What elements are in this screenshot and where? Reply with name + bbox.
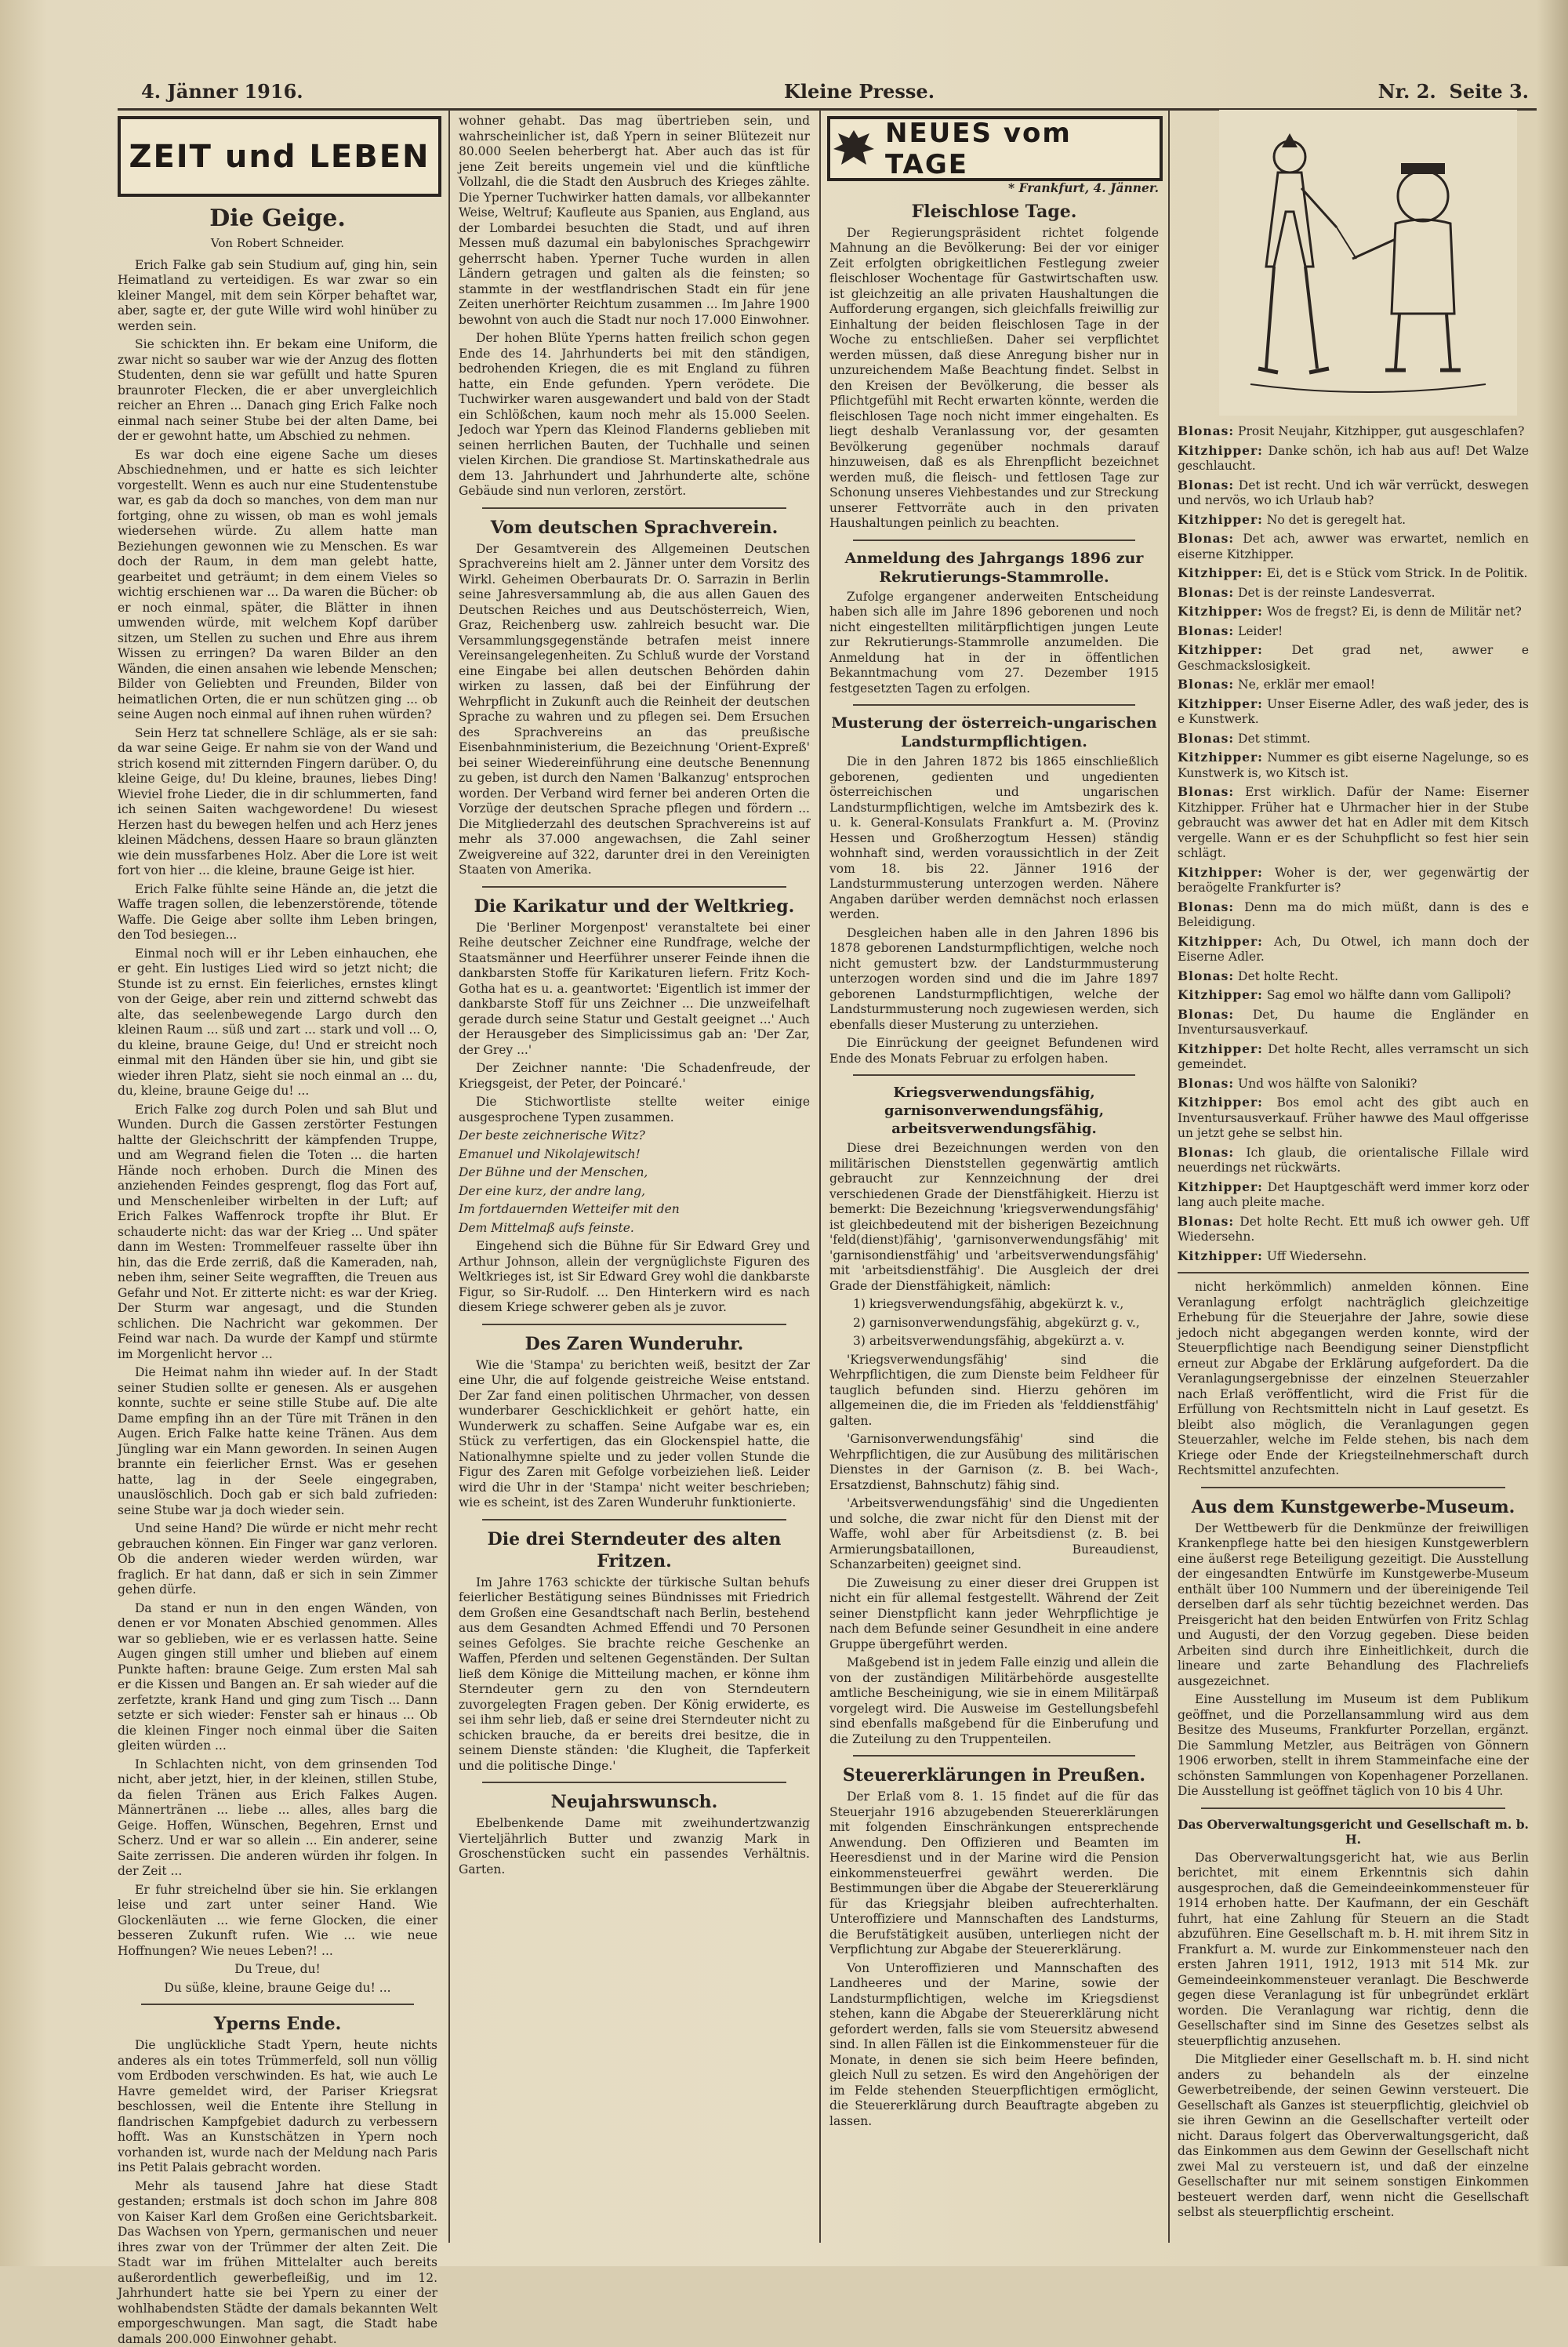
dialog-text: Denn ma do mich müßt, dann is des e Beleidigung. bbox=[1178, 900, 1529, 930]
verse-line: Der eine kurz, der andre lang, bbox=[459, 1184, 810, 1200]
separator bbox=[1201, 1807, 1505, 1809]
dialog-speaker: Blonas: bbox=[1178, 968, 1234, 983]
dialog-text: Det ach, awwer was erwartet, nemlich en eiserne Kitzhipper. bbox=[1178, 532, 1529, 561]
dialog-text: Uff Wiedersehn. bbox=[1267, 1249, 1367, 1263]
dialog-line bbox=[1178, 565, 1529, 582]
dialog-speaker: Kitzhipper: bbox=[1178, 865, 1263, 880]
paragraph: Die Zuweisung zu einer dieser drei Gruppen ist nicht ein für allemal festgestellt. Während der Zeit seiner Dienstpflicht kann jeder Wehrpflichtige je nach dem Befunde seiner Gesundheit in eine andere Gruppe übergeführt werden. bbox=[829, 1576, 1159, 1653]
page-header bbox=[118, 75, 1529, 107]
paragraph: nicht herkömmlich) anmelden können. Eine Veranlagung erfolgt nachträglich gleichzeitige Erhebung für die Steuerjahre der Jahre, sowie diese jedoch nicht abgegangen werden konnte, wird der Steuerpflichtige nach Beendigung seiner Dienstpflicht erneut zur Abgabe der Erklärung aufgefordert. Da die Veranlagungsergebnisse der einzelnen Steuerzahler nach Erlaß veröffentlicht, wird die Frist für die Erfüllung von Rechtsmitteln nicht in Lauf gesetzt. Es bleibt also möglich, die Veranlagungen gegen Steuerzahler, welche im Felde stehen, bis nach dem Kriege oder Ende der Kriegsteilnehmerschaft durch Rechtsmittel anzufechten. bbox=[1178, 1280, 1529, 1479]
column-rule-3 bbox=[1168, 110, 1170, 2243]
dialog-line bbox=[1178, 1041, 1529, 1073]
separator bbox=[482, 507, 786, 509]
paragraph: Eine Ausstellung im Museum ist dem Publikum geöffnet, und die Porzellansammlung wird aus dem Besitze des Museums, Frankfurter Porzellan, ergänzt. Die Sammlung Metzler, aus Beiträgen von Gönnern 1906 erworben, stellt in ihrem Stammeinfache eine der schönsten Sammlungen von Kopenhagener Porzellanen. Die Ausstellung ist geöffnet täglich von 10 bis 4 Uhr. bbox=[1178, 1692, 1529, 1800]
article-title-neujahrswunsch: Neujahrswunsch. bbox=[459, 1791, 810, 1813]
separator bbox=[853, 704, 1135, 706]
separator bbox=[482, 886, 786, 888]
list-item: 2) garnisonverwendungsfähig, abgekürzt g. v., bbox=[829, 1316, 1159, 1332]
dialog-line bbox=[1178, 1145, 1529, 1176]
dialog-speaker: Blonas: bbox=[1178, 423, 1234, 438]
dialog-speaker: Kitzhipper: bbox=[1178, 1095, 1263, 1110]
paragraph: Einmal noch will er ihr Leben einhauchen, ehe er geht. Ein lustiges Lied wird so jetzt nicht; die Stunde ist zu ernst. Ein feierliches, ernstes klingt von der Geige, aber rein und zitternd schwebt das alte, das seelenbewegende Largo durch den kleinen Raum ... süß und zart ... stark und voll ... O, du kleine, braune Geige, du! Und er streicht noch einmal mit den Händen über sie hin, und gibt sie wieder ihren Platz, sieht sie noch einmal an ... du, du, kleine, braune Geige du! ... bbox=[118, 946, 437, 1099]
article-title-yperns: Yperns Ende. bbox=[118, 2013, 437, 2035]
masthead-left-text: ZEIT und LEBEN bbox=[129, 139, 430, 175]
dialog-speaker: Blonas: bbox=[1178, 531, 1234, 546]
paragraph: Erich Falke zog durch Polen und sah Blut und Wunden. Durch die Gassen zerstörter Festungen haltte der Gleichschritt der kämpfenden Truppe, und am Wegrand fielen die Toten ... die harten Hände noch erhoben. Durch die Minen des anziehenden Feindes gesprengt, flog das Fort auf, und Menschenleiber wirbelten in der Luft; auf Erich Falkes Waffenrock tropfte ihr Blut. Er schauderte nicht: das war der Krieg ... Und später dann im Westen: Trommelfeuer rasselte über ihn hin, das die Erde zerriß, daß die Kameraden, nah, neben ihm, seiner Seite wegrafften, die Treuen aus Gefahr und Not. Er zitterte nicht: es war der Krieg. Der Sturm war angesagt, und die Stunden schlichen. Die Nachricht war gekommen. Der Feind war nach. Da wurde der Kampf und stürmte im Morgenlicht hervor ... bbox=[118, 1103, 437, 1363]
paragraph: Diese drei Bezeichnungen werden von den militärischen Dienststellen gegenwärtig amtlich gebraucht zur Kennzeichnung der drei verschiedenen Grade der Dienstfähigkeit. Hierzu ist bemerkt: Die Bezeichnung 'kriegsverwendungsfähig' ist gleichbedeutend mit der bisherigen Bezeichnung 'feld(dienst)fähig', 'garnisonverwendungsfähig' mit 'garnisondienstfähig' und 'arbeitsverwendungsfähig' mit 'arbeitsdienstfähig'. Die Ausgleich der drei Grade der Dienstfähigkeit, nämlich: bbox=[829, 1141, 1159, 1294]
verse-line: Dem Mittelmaß aufs feinste. bbox=[459, 1221, 810, 1237]
page-label: Seite 3. bbox=[1450, 80, 1529, 103]
article-title-jahrgang: Anmeldung des Jahrgangs 1896 zur Rekrutierungs-Stammrolle. bbox=[829, 549, 1159, 587]
dialog-speaker: Blonas: bbox=[1178, 1214, 1234, 1229]
dialog-line bbox=[1178, 585, 1529, 601]
dialog-text: Nummer es gibt eiserne Nagelunge, so es Kunstwerk is, wo Kitsch ist. bbox=[1178, 750, 1529, 780]
column-rule-1 bbox=[448, 110, 450, 2243]
separator bbox=[1201, 1487, 1505, 1488]
paragraph: Du süße, kleine, braune Geige du! ... bbox=[118, 1981, 437, 1996]
article-title-kunstgewerbe: Aus dem Kunstgewerbe-Museum. bbox=[1178, 1496, 1529, 1518]
dialog-line bbox=[1178, 784, 1529, 862]
dialog-speaker: Kitzhipper: bbox=[1178, 1041, 1263, 1056]
dialog-text: Det holte Recht. Ett muß ich owwer geh. Uff Wiedersehn. bbox=[1178, 1215, 1529, 1244]
paragraph: Das Oberverwaltungsgericht hat, wie aus Berlin berichtet, mit einem Erkenntnis sich dahin ausgesprochen, daß die Gemeindeeinkommensteuer für 1914 erhoben hatte. Der Kaufmann, der ein Geschäft fuhrt, hat eine Zahlung für Steuern an die Stadt abzuführen. Eine Gesellschaft m. b. H. mit ihrem Sitz in Frankfurt a. M. wurde zur Einkommensteuer nach den ersten Jahren 1911, 1912, 1913 mit 514 Mk. zur Gemeindeeinkommensteuer veranlagt. Die Beschwerde gegen diese Veranlagung ist für unbegründet erklärt worden. Die Veranlagung war richtig, denn die Gesellschafter sind im Sinne des Gesetzes selbst als steuerpflichtig anzusehen. bbox=[1178, 1851, 1529, 2050]
dialog-speaker: Kitzhipper: bbox=[1178, 512, 1263, 527]
separator bbox=[482, 1519, 786, 1520]
paragraph: Die Stichwortliste stellte weiter einige ausgesprochene Typen zusammen. bbox=[459, 1095, 810, 1125]
dialog-text: Wos de fregst? Ei, is denn de Militär net? bbox=[1267, 605, 1522, 619]
paragraph: Er fuhr streichelnd über sie hin. Sie erklangen leise und zart unter seiner Hand. Wie Glockenläuten ... wie ferne Glocken, die einer besseren Zukunft rufen. Wie ... wie neue Hoffnungen? Wie neues Leben?! ... bbox=[118, 1883, 437, 1960]
paragraph: 'Arbeitsverwendungsfähig' sind die Ungedienten und solche, die zwar nicht für den Dienst mit der Waffe, wohl aber für Arbeitsdienst (z. B. bei Armierungsbataillonen, Bureaudienst, Schanzarbeiten) geeignet sind. bbox=[829, 1496, 1159, 1573]
paragraph: Du Treue, du! bbox=[118, 1962, 437, 1978]
list-item: 1) kriegsverwendungsfähig, abgekürzt k. v., bbox=[829, 1297, 1159, 1313]
dialog-text: Det stimmt. bbox=[1238, 732, 1310, 746]
paper-name: Kleine Presse. bbox=[784, 80, 935, 103]
dialog-speaker: Blonas: bbox=[1178, 623, 1234, 638]
paragraph: Mehr als tausend Jahre hat diese Stadt gestanden; erstmals ist doch schon im Jahre 808 von Kaiser Karl dem Großen eine Gerichtsbarkeit. Das Wachsen von Ypern, germanischen und neuer ihres zwar von der Trümmer der alten Zeit. Die Stadt war im frühen Mittelalter auch bereits außerordentlich gewerbefleißig, und im 12. Jahrhundert hatte sie bei Ypern zu einer der wohlhabendsten Städte der damals bekannten Welt emporgeschwungen. Man sagt, die Stadt habe damals 200.000 Einwohner gehabt. bbox=[118, 2179, 437, 2347]
article-byline-geige: Von Robert Schneider. bbox=[118, 236, 437, 252]
paragraph: Der hohen Blüte Yperns hatten freilich schon gegen Ende des 14. Jahrhunderts bei mit den ständigen, bedrohenden Kriegen, die es mit England zu führen hatte, ein Ende gefunden. Ypern verödete. Die Tuchwirker waren ausgewandert und bald von der Stadt ein Schlößchen, kaum noch mehr als 15.000 Seelen. Jedoch war Ypern das Kleinod Flanderns geblieben mit seinen herrlichen Bauten, der Tuchhalle und seinen vielen Kirchen. Die grandiose St. Martinskathedrale aus dem 13. Jahrhundert und Jahrhunderte alte, schöne Gebäude sind nun verloren, zerstört. bbox=[459, 331, 810, 500]
dialog-speaker: Kitzhipper: bbox=[1178, 642, 1263, 657]
dialog-line bbox=[1178, 1179, 1529, 1211]
masthead-neues-vom-tage bbox=[827, 116, 1163, 181]
dialog-speaker: Blonas: bbox=[1178, 677, 1234, 692]
dialog-speaker: Kitzhipper: bbox=[1178, 1248, 1263, 1263]
paragraph: Der Regierungspräsident richtet folgende Mahnung an die Bevölkerung: Bei der vor einiger Zeit erfolgten obrigkeitlichen Festlegung zweier fleischloser Wochentage für Gastwirtschaften usw. ist gleichzeitig an alle privaten Haushaltungen die Aufforderung ergangen, sich gleichfalls freiwillig zur Einhaltung der beiden fleischlosen Tage in der Woche zu entschließen. Daher sei verpflichtet werden müssen, daß diese Anregung bisher nur in unzureichendem Maße Beachtung findet. Selbst in den Kreisen der Bevölkerung, die besser als Pflichtgefühl mit Recht erwarten könnte, werden die fleischlosen Tage noch nicht immer eingehalten. Es liegt deshalb Veranlassung vor, der gesamten Bevölkerung gegenüber nochmals darauf hinzuweisen, daß es als Ehrenpflicht bezeichnet werden muß, die fleisch- und fettlosen Tage zur Schonung unseres Viehbestandes und zur Streckung unserer Fettvorräte auch in den privaten Haushaltungen peinlich zu beachten. bbox=[829, 226, 1159, 532]
article-title-wunderuhr: Des Zaren Wunderuhr. bbox=[459, 1333, 810, 1355]
dialog-speaker: Blonas: bbox=[1178, 1076, 1234, 1091]
paragraph: Die unglückliche Stadt Ypern, heute nichts anderes als ein totes Trümmerfeld, soll nun völlig vom Erdboden verschwinden. Es hat, wie auch Le Havre gemeldet wird, der Pariser Kriegsrat beschlossen, weil die Entente ihre Stellung in flandrischen Kampfgebiet dadurch zu verbessern hofft. Was an Kunstschätzen in Ypern noch vorhanden ist, wurde nach der Meldung nach Paris ins Petit Palais gebracht worden. bbox=[118, 2038, 437, 2176]
dialog-text: Det Hauptgeschäft werd immer korz oder lang auch pleite mache. bbox=[1178, 1180, 1529, 1210]
dialog-line bbox=[1178, 750, 1529, 781]
dialog-speaker: Kitzhipper: bbox=[1178, 987, 1263, 1002]
verse-line: Der beste zeichnerische Witz? bbox=[459, 1128, 810, 1144]
paragraph: Die in den Jahren 1872 bis 1865 einschließlich geborenen, gedienten und ungedienten österreichischen und ungarischen Landsturmpflichtigen, welche im Amtsbezirk des k. u. k. General-Konsulats Frankfurt a. M. (Provinz Hessen und Großherzogtum Hessen) ständig wohnhaft sind, werden voraussichtlich in der Zeit vom 18. bis 22. Jänner 1916 der Landsturmmusterung unterzogen werden. Nähere Angaben darüber werden demnächst noch erlassen werden. bbox=[829, 754, 1159, 923]
column-rule-2 bbox=[819, 110, 821, 2243]
dialog-line bbox=[1178, 443, 1529, 474]
dialog-text: Und wos hälfte von Saloniki? bbox=[1238, 1077, 1417, 1091]
eagle-icon bbox=[830, 125, 877, 173]
dialog-line bbox=[1178, 642, 1529, 674]
dialog-speaker: Kitzhipper: bbox=[1178, 750, 1263, 765]
dialog-text: Ei, det is e Stück vom Strick. In de Politik. bbox=[1267, 566, 1528, 580]
paragraph: Sie schickten ihn. Er bekam eine Uniform, die zwar nicht so sauber war wie der Anzug des flotten Studenten, denn sie war gefüllt und hatte Spuren braunroter Flecken, die er aber unvergleichlich reicher an Ehren ... Danach ging Erich Falke noch einmal nach seiner Stube bei der alten Dame, bei der er gewohnt hatte, um Abschied zu nehmen. bbox=[118, 337, 437, 445]
dialog-speaker: Kitzhipper: bbox=[1178, 565, 1263, 580]
dialog-line bbox=[1178, 1076, 1529, 1092]
masthead-zeit-und-leben bbox=[118, 116, 441, 197]
paragraph: 'Kriegsverwendungsfähig' sind die Wehrpflichtigen, die zum Dienste beim Feldheer für tauglich befunden sind. Hierzu gehören im allgemeinen die, die im Frieden als 'felddienstfähig' galten. bbox=[829, 1353, 1159, 1430]
column-4 bbox=[1178, 423, 1529, 2247]
separator bbox=[141, 2004, 414, 2005]
verse-line: Der Bühne und der Menschen, bbox=[459, 1165, 810, 1181]
article-title-steuererklaerungen: Steuererklärungen in Preußen. bbox=[829, 1764, 1159, 1786]
paragraph: Ebelbenkende Dame mit zweihundertzwanzig Vierteljährlich Butter und zwanzig Mark in Groschenstücken sucht ein passendes Verhältnis. Garten. bbox=[459, 1816, 810, 1877]
dialog-line bbox=[1178, 677, 1529, 693]
dialog-speaker: Blonas: bbox=[1178, 784, 1234, 799]
paragraph: 'Garnisonverwendungsfähig' sind die Wehrpflichtigen, die zur Ausübung des militärischen Dienstes in der Garnison (z. B. bei Wach-, Ersatzdienst, Bahnschutz) fähig sind. bbox=[829, 1432, 1159, 1493]
dialog-speaker: Blonas: bbox=[1178, 1007, 1234, 1022]
article-title-musterung: Musterung der österreich-ungarischen Landsturmpflichtigen. bbox=[829, 714, 1159, 751]
paragraph: Der Gesamtverein des Allgemeinen Deutschen Sprachvereins hielt am 2. Jänner unter dem Vorsitz des Wirkl. Geheimen Oberbaurats Dr. O. Sarrazin in Berlin seine Jahresversammlung ab, die aus allen Gauen des Deutschen Reiches und aus Deutschösterreich, Wien, Graz, Reichenberg usw. zahlreich besucht war. Die Versammlungsgegenstände betrafen meist innere Vereinsangelegenheiten. Zu Schluß wurde der Vorstand eine Eingabe bei allen deutschen Behörden dahin wirken zu lassen, daß bei der Einführung der Wehrpflicht in Zukunft auch die Reinheit der deutschen Sprache zu wahren und zu pflegen sei. Dem Ersuchen des Sprachvereins an das preußische Eisenbahnministerium, die Bezeichnung 'Orient-Expreß' bei seiner Wiedereinführung eine deutsche Benennung zu geben, ist durch den Namen 'Balkanzug' entsprochen worden. Der Verband wird ferner bei anderen Orten die Vorzüge der deutschen Sprache pflegen und fördern ... Die Mitgliederzahl des deutschen Sprachvereins ist auf mehr als 37.000 angewachsen, die Zahl seiner Zweigvereine auf 322, darunter drei in den Vereinigten Staaten von Amerika. bbox=[459, 542, 810, 878]
article-title-sprachverein: Vom deutschen Sprachverein. bbox=[459, 517, 810, 539]
paragraph: Erich Falke gab sein Studium auf, ging hin, sein Heimatland zu verteidigen. Es war zwar so ein kleiner Mangel, mit dem sein Körper behaftet war, aber, sagte er, der gute Wille wird wohl hinüber zu werden sein. bbox=[118, 258, 437, 335]
paragraph: Der Erlaß vom 8. 1. 15 findet auf die für das Steuerjahr 1916 abzugebenden Steuererklärungen mit folgenden Einschränkungen entsprechende Anwendung. Den Offizieren und Beamten im Heeresdienst und in der Marine wird die Pension einkommensteuerfrei gewährt werden. Die Bestimmungen über die Abgabe der Steuererklärung für das Kriegsjahr bleiben aufrechterhalten. Unteroffiziere und Mannschaften des Landsturms, die Berufstätigkeit ausüben, unterliegen nicht der Verpflichtung zur Abgabe der Steuererklärung. bbox=[829, 1789, 1159, 1958]
dialog-speaker: Blonas: bbox=[1178, 478, 1234, 492]
dialog-line bbox=[1178, 478, 1529, 509]
dialog-speaker: Kitzhipper: bbox=[1178, 934, 1263, 949]
subheading: Das Oberverwaltungsgericht und Gesellschaft m. b. H. bbox=[1178, 1817, 1529, 1847]
paragraph: Im Jahre 1763 schickte der türkische Sultan behufs feierlicher Bestätigung seines Bündnisses mit Friedrich dem Großen eine Gesandtschaft nach Berlin, bestehend aus dem Gesandten Achmed Effendi und 70 Personen seines Gefolges. Sie brachte reiche Geschenke an Waffen, Pferden und seltenen Gegenständen. Der Sultan ließ dem Könige die Mitteilung machen, er könne ihm Sterndeuter gern zu den von Sterndeutern zuvorgelegten Fragen geben. Der König erwiderte, es sei ihm sehr lieb, daß er seine drei Sterndeuter nicht zu schicken brauche, da er bereits drei besitze, die in seinem Dienste ständen: 'die Klugheit, die Tapferkeit und die politische Dinge.' bbox=[459, 1575, 810, 1775]
dialog-text: Ach, Du Otwel, ich mann doch der Eiserne Adler. bbox=[1178, 935, 1529, 965]
dialog-text: Det grad net, awwer e Geschmackslosigkeit. bbox=[1178, 643, 1529, 673]
issue-number bbox=[1378, 80, 1529, 103]
dialog-text: Det holte Recht. bbox=[1238, 969, 1338, 983]
issue-date: 4. Jänner 1916. bbox=[141, 80, 303, 103]
dialog-line bbox=[1178, 623, 1529, 640]
paragraph: In Schlachten nicht, von dem grinsenden Tod nicht, aber jetzt, hier, in der kleinen, stillen Stube, da fielen Tränen aus Erich Falkes Augen. Männertränen ... liebe ... alles, alles barg die Geige. Hoffen, Wünschen, Begehren, Ernst und Scherz. Und er war so allein ... Ein anderer, seine Saite zerrissen. Die anderen würden ihr folgen. In der Zeit ... bbox=[118, 1757, 437, 1880]
dialog-text: Sag emol wo hälfte dann vom Gallipoli? bbox=[1267, 988, 1511, 1002]
dialog-line bbox=[1178, 1007, 1529, 1038]
paragraph: Eingehend sich die Bühne für Sir Edward Grey und Arthur Johnson, allein der vergnüglichste Figuren des Weltkrieges ist, ist Sir Edward Grey wohl die dankbarste Figur, so Sir-Rudolf. ... Den Hinterkern wird es nach diesem Kriege schwerer geben als je zuvor. bbox=[459, 1239, 810, 1316]
dialog-line bbox=[1178, 731, 1529, 747]
paragraph: Maßgebend ist in jedem Falle einzig und allein die von der zuständigen Militärbehörde ausgestellte amtliche Bescheinigung, wie sie in einem Militärpaß vorgelegt wird. Die Ausweise im Gestellungsbefehl sind ebenfalls maßgebend für die Einberufung und die Zuteilung zu den Truppenteilen. bbox=[829, 1655, 1159, 1747]
paragraph: Wie die 'Stampa' zu berichten weiß, besitzt der Zar eine Uhr, die auf folgende geistreiche Weise entstand. Der Zar fand einen politischen Uhrmacher, von dessen wunderbarer Geschicklichkeit er gehört hatte, ein Wunderwerk zu schaffen. Seine Aufgabe war es, ein Stück zu verfertigen, das ein Glockenspiel hatte, die Nationalhymne spielte und zu jeder vollen Stunde die Figur des Zaren mit Gefolge vorbeiziehen ließ. Leider wird die Uhr in der 'Stampa' nicht weiter beschrieben; wie es scheint, ist des Zaren Wunderuhr funktionierte. bbox=[459, 1358, 810, 1511]
dialog-speaker: Blonas: bbox=[1178, 585, 1234, 600]
dialog-line bbox=[1178, 423, 1529, 440]
dialog-speaker: Kitzhipper: bbox=[1178, 604, 1263, 619]
paragraph: Die 'Berliner Morgenpost' veranstaltete bei einer Reihe deutscher Zeichner eine Rundfrage, welche der Staatsmänner und Heerführer unserer Feinde ihnen die dankbarsten Stoffe für Karikaturen liefern. Fritz Koch-Gotha hat es u. a. geantwortet: 'Eigentlich ist immer der dankbarste Stoff für uns Zeichner ... Die unzweifelhaft gerade durch seine Statur und Gestalt geeignet ...' Auch der Herausgeber des Simplicissimus gab an: 'Der Zar, der Grey ...' bbox=[459, 921, 810, 1059]
dialog-speaker: Blonas: bbox=[1178, 731, 1234, 746]
paragraph: Desgleichen haben alle in den Jahren 1896 bis 1878 geborenen Landsturmpflichtigen, welche noch nicht gemustert bzw. der Landsturmmusterung unterzogen worden sind und die im Jahre 1897 geborenen Landsturmpflichtigen, welche der Landsturmmusterung noch zugewiesen werden, sich ebenfalls dieser Musterung zu unterziehen. bbox=[829, 926, 1159, 1034]
article-title-sterndeuter: Die drei Sterndeuter des alten Fritzen. bbox=[459, 1528, 810, 1572]
dialog-line bbox=[1178, 865, 1529, 896]
column-3 bbox=[829, 180, 1159, 2247]
paragraph: Von Unteroffizieren und Mannschaften des Landheeres und der Marine, sowie der Landsturmpflichtigen, welche im Kriegsdienst stehen, kann die Abgabe der Steuererklärung nicht gefordert werden, falls sie vom Steuersitz abwesend sind. In allen Fällen ist die Einkommensteuer für die Monate, in denen sie sich beim Heere befinden, gleich Null zu setzen. Es wird den Angehörigen der im Felde stehenden Steuerpflichtigen ermöglicht, die Steuererklärung durch Beauftragte abgeben zu lassen. bbox=[829, 1961, 1159, 2130]
article-title-karikatur: Die Karikatur und der Weltkrieg. bbox=[459, 896, 810, 917]
cartoon-illustration bbox=[1219, 110, 1517, 416]
dialog-text: Leider! bbox=[1238, 624, 1283, 638]
paragraph: Es war doch eine eigene Sache um dieses Abschiednehmen, und er hatte es sich leichter vorgestellt. Wenn es auch nur eine Studentenstube war, es gab da doch so manches, von dem man nur fortging, ohne zu wissen, ob man es wohl jemals wiedersehen würde. Zu allem hatte man Beziehungen gewonnen wie zu Menschen. Es war doch der Raum, in dem man gelebt hatte, gearbeitet und geträumt; in dem einem Vieles so wichtig erschienen war ... Da waren die Bücher: ob er noch einmal, später, die Blätter in ihnen umwenden würde, mit welchem Kopf darüber sitzen, um Stellen zu suchen und Ehre aus ihrem Wissen zu erringen? Da waren Bilder an den Wänden, die einen ansahen wie lebende Menschen; Bilder von Geliebten und Freunden, Bilder von heimatlichen Orten, die er nun schützen ging ... ob seine Augen noch einmal auf ihnen ruhen würden? bbox=[118, 448, 437, 723]
dialog-line bbox=[1178, 604, 1529, 620]
paragraph: Sein Herz tat schnellere Schläge, als er sie sah: da war seine Geige. Er nahm sie von der Wand und strich kosend mit zitternden Fingern darüber. O, du kleine Geige, du! Du kleine, braunes, liebes Ding! Wieviel frohe Lieder, die in dir schlummerten, fand ich seinen Saiten wachgewordene! Du wiesest Herzen hast du bewegen helfen und ach Herz jenes kleinen Mädchens, dessen Haare so braun glänzten wie dein mussfarbenes Holz. Aber die Lore ist weit fort von hier ... die kleine, braune Geige ist hier. bbox=[118, 726, 437, 879]
dialog-text: Woher is der, wer gegenwärtig der beraögelte Frankfurter is? bbox=[1178, 866, 1529, 896]
dialog-line bbox=[1178, 512, 1529, 529]
dialog-text: Ne, erklär mer emaol! bbox=[1238, 678, 1375, 692]
dialog-text: Prosit Neujahr, Kitzhipper, gut ausgeschlafen? bbox=[1238, 424, 1524, 438]
separator bbox=[853, 1755, 1135, 1757]
paragraph: Der Zeichner nannte: 'Die Schadenfreude, der Kriegsgeist, der Peter, der Poincaré.' bbox=[459, 1061, 810, 1092]
paragraph: Die Heimat nahm ihn wieder auf. In der Stadt seiner Studien sollte er genesen. Als er ausgehen konnte, suchte er seine stille Stube auf. Die alte Dame empfing ihn an der Türe mit Tränen in den Augen. Erich Falke hatte keine Tränen. Aus dem Jüngling war ein Mann geworden. In seinen Augen brannte ein feierlicher Ernst. Was er gesehen hatte, lag in der Seele eingegraben, unauslöschlich. Doch gab er sich bald zufrieden: seine Stube war ja doch wieder sein. bbox=[118, 1365, 437, 1518]
dialog-speaker: Kitzhipper: bbox=[1178, 696, 1263, 711]
paragraph: Und seine Hand? Die würde er nicht mehr recht gebrauchen können. Ein Finger war ganz verloren. Ob die anderen wieder werden würden, war fraglich. Er hat dann, daß er sich in sein Zimmer gehen dürfe. bbox=[118, 1521, 437, 1598]
article-title-fleischlos: Fleischlose Tage. bbox=[829, 201, 1159, 223]
separator bbox=[853, 1074, 1135, 1076]
dialog-text: Unser Eiserne Adler, des waß jeder, des is e Kunstwerk. bbox=[1178, 697, 1529, 727]
dialog-speaker: Kitzhipper: bbox=[1178, 443, 1263, 458]
dialog-line bbox=[1178, 987, 1529, 1004]
dialog-text: Ich glaub, die orientalische Fillale wird neuerdings net rückwärts. bbox=[1178, 1146, 1529, 1175]
article-title-geige: Die Geige. bbox=[118, 205, 437, 233]
list-item: 3) arbeitsverwendungsfähig, abgekürzt a. v. bbox=[829, 1334, 1159, 1350]
separator bbox=[482, 1782, 786, 1783]
dialog-line bbox=[1178, 934, 1529, 965]
paragraph: Der Wettbewerb für die Denkmünze der freiwilligen Krankenpflege hatte bei den hiesigen Kunstgewerblern eine äußerst rege Beteiligung gezeitigt. Die Ausstellung der eingesandten Entwürfe im Kunstgewerbe-Museum enthält über 100 Nummern und der übereinigende Teil derselben darf als sehr tüchtig bezeichnet werden. Das Preisgericht hat den beiden Entwürfen von Fritz Schlag und Augusti, der den Vorzug gegeben. Diese beiden Arbeiten sind durch ihre Einheitlichkeit, durch die lineare und zarte Behandlung des Flachreliefs ausgezeichnet. bbox=[1178, 1521, 1529, 1690]
paragraph: Da stand er nun in den engen Wänden, von denen er vor Monaten Abschied genommen. Alles war so geblieben, wie er es verlassen hatte. Seine Augen gingen still umher und blieben auf einem Punkte haften: braune Geige. Zum ersten Mal sah er die Kissen und Bangen an. Er sah wieder auf die zerfetzte, krank Hand und ging zum Tisch ... Dann setzte er sich wieder: Fenster sah er hinaus ... Ob die kleinen Finger noch einmal über die Saiten gleiten würden ... bbox=[118, 1601, 437, 1754]
dialog-line bbox=[1178, 1248, 1529, 1265]
masthead-right-text: NEUES vom TAGE bbox=[885, 118, 1160, 180]
dialog-text: Bos emol acht des gibt auch en Inventursausverkauf. Früher hawwe des Maul offgerisse un jetzt gehe se selbst hin. bbox=[1178, 1095, 1529, 1140]
dialog-speaker: Kitzhipper: bbox=[1178, 1179, 1263, 1194]
dialog-line bbox=[1178, 696, 1529, 728]
dialog-line bbox=[1178, 899, 1529, 931]
dialog-line bbox=[1178, 531, 1529, 562]
dialog-box bbox=[1178, 423, 1529, 1273]
column-2 bbox=[459, 114, 810, 2247]
paragraph: Die Mitglieder einer Gesellschaft m. b. H. sind nicht anders zu behandeln als der einzelne Gewerbetreibende, der seinen Gewinn versteuert. Die Gesellschaft als Ganzes ist steuerpflichtig, gleichviel ob sie ihren Gewinn an die Gesellschafter verteilt oder nicht. Daraus folgert das Oberverwaltungsgericht, daß das Einkommen aus dem Gewinn der Gesellschaft nicht zwei Mal zu versteuern ist, und daß der einzelne Gesellschafter nur mit seinem sonstigen Einkommen besteuert werden darf, wenn nicht die Gesellschaft selbst als steuerpflichtig erscheint. bbox=[1178, 2052, 1529, 2221]
number-label: Nr. 2. bbox=[1378, 80, 1436, 103]
dialog-text: Erst wirklich. Dafür der Name: Eiserner Kitzhipper. Früher hat e Uhrmacher hier in der Stube gebraucht was awwer det hat en Adler mit dem Kitsch vergelle. Wann er es der Schuhpflicht so fest hier sein schlägt. bbox=[1178, 785, 1529, 860]
paragraph: wohner gehabt. Das mag übertrieben sein, und wahrscheinlicher ist, daß Ypern in seiner Blütezeit nur 80.000 Seelen beherbergt hat. Aber auch das ist für jene Zeit bereits ungemein viel und die künftliche Vollzahl, die die Stadt den Ausbruch des Krieges zählte. Die Yperner Tuchwirker hatten damals, vor allbekannter Weise, Weltruf; Kaufleute aus Spanien, aus England, aus der Lombardei besuchten die Stadt, und auf ihren Messen muß dazumal ein babylonisches Sprachgewirr geherrscht haben. Yperner Tuche wurden in allen Ländern getragen und galten als die feinsten; so stammte in der westflandrischen Stadt ein für jene Zeiten unerhörter Reichtum zusammen ... Im Jahre 1900 bewohnt von auch die Stadt nur noch 17.000 Einwohner. bbox=[459, 114, 810, 328]
dialog-text: Danke schön, ich hab aus auf! Det Walze geschlaucht. bbox=[1178, 444, 1529, 474]
dialog-line bbox=[1178, 1214, 1529, 1245]
dialog-speaker: Blonas: bbox=[1178, 899, 1234, 914]
paragraph: Die Einrückung der geeignet Befundenen wird Ende des Monats Februar zu erfolgen haben. bbox=[829, 1036, 1159, 1066]
dialog-text: No det is geregelt hat. bbox=[1267, 513, 1406, 527]
paragraph: Erich Falke fühlte seine Hände an, die jetzt die Waffe tragen sollen, die lebenzerstörende, tötende Waffe. Die Geige aber sollte ihm Leben bringen, den Tod besiegen... bbox=[118, 882, 437, 943]
dialog-speaker: Blonas: bbox=[1178, 1145, 1234, 1160]
dialog-text: Det is der reinste Landesverrat. bbox=[1238, 586, 1436, 600]
article-title-kriegsverwendung: Kriegsverwendungsfähig, garnisonverwendungsfähig, arbeitsverwendungsfähig. bbox=[829, 1084, 1159, 1138]
verse-line: Im fortdauernden Wetteifer mit den bbox=[459, 1202, 810, 1218]
dialog-text: Det, Du haume die Engländer en Inventursausverkauf. bbox=[1178, 1008, 1529, 1037]
paragraph: Zufolge ergangener anderweiten Entscheidung haben sich alle im Jahre 1896 geborenen und noch nicht eingestellten militärpflichtigen jungen Leute zur Rekrutierungs-Stammrolle anzumelden. Die Anmeldung hat in der in öffentlichen Bekanntmachung vom 27. Dezember 1915 festgesetzten Tagen zu erfolgen. bbox=[829, 590, 1159, 697]
separator bbox=[853, 540, 1135, 541]
dialog-line bbox=[1178, 968, 1529, 985]
separator bbox=[482, 1324, 786, 1325]
dialog-text: Det holte Recht, alles verramscht un sich gemeindet. bbox=[1178, 1042, 1529, 1072]
dialog-text: Det ist recht. Und ich wär verrückt, deswegen und nervös, wo ich Urlaub hab? bbox=[1178, 478, 1529, 508]
column-1 bbox=[118, 200, 437, 2247]
dateline: * Frankfurt, 4. Jänner. bbox=[829, 180, 1159, 196]
dialog-line bbox=[1178, 1095, 1529, 1142]
verse-line: Emanuel und Nikolajewitsch! bbox=[459, 1147, 810, 1163]
